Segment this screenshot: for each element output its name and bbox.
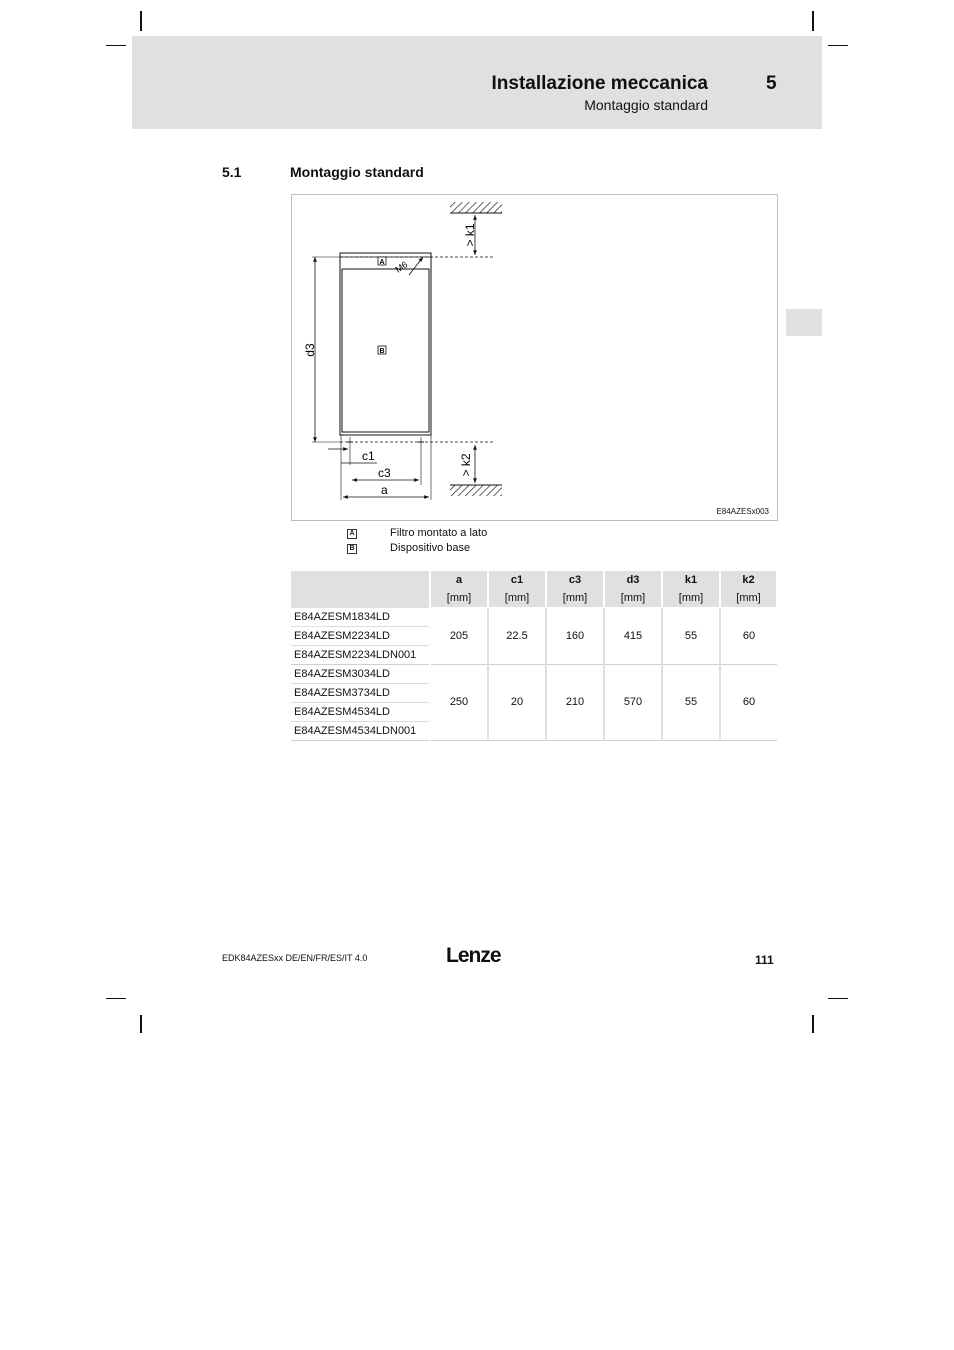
model-cell: E84AZESM4534LDN001	[291, 721, 430, 740]
value-cell: 415	[604, 608, 662, 665]
model-cell: E84AZESM3034LD	[291, 664, 430, 683]
mounting-diagram	[291, 194, 778, 521]
table-corner	[291, 571, 430, 608]
header-band	[132, 36, 822, 129]
value-cell: 210	[546, 664, 604, 740]
key-b: B	[379, 348, 385, 355]
table-row	[291, 664, 777, 683]
crop-mark	[812, 11, 814, 31]
legend-key: A	[347, 529, 357, 539]
crop-mark	[812, 1015, 814, 1033]
label-m6: M6	[393, 259, 410, 275]
chapter-subtitle: Montaggio standard	[584, 97, 708, 113]
model-cell: E84AZESM4534LD	[291, 702, 430, 721]
crop-mark	[140, 11, 142, 31]
column-header: d3	[604, 571, 662, 589]
document-id: EDK84AZESxx DE/EN/FR/ES/IT 4.0	[222, 953, 368, 963]
label-k1: > k1	[463, 223, 478, 247]
value-cell: 22.5	[488, 608, 546, 665]
label-k2: > k2	[459, 453, 474, 477]
unit-cell: [mm]	[430, 589, 488, 608]
column-header: c1	[488, 571, 546, 589]
lenze-logo: Lenze	[446, 944, 501, 967]
crop-mark	[828, 998, 848, 999]
unit-cell: [mm]	[662, 589, 720, 608]
dimensions-table	[291, 571, 778, 741]
label-d3: d3	[303, 343, 318, 357]
value-cell: 60	[720, 608, 777, 665]
legend-key: B	[347, 544, 357, 554]
table-row	[291, 608, 777, 627]
label-c3: c3	[378, 466, 391, 480]
key-a: A	[379, 259, 385, 266]
chapter-number: 5	[766, 73, 777, 94]
top-wall	[450, 202, 502, 213]
page-number: 111	[755, 953, 774, 967]
value-cell: 250	[430, 664, 488, 740]
crop-mark	[106, 45, 126, 46]
crop-mark	[140, 1015, 142, 1033]
model-cell: E84AZESM2234LDN001	[291, 645, 430, 664]
unit-cell: [mm]	[604, 589, 662, 608]
legend-text: Dispositivo base	[390, 542, 471, 554]
mounting-drawing	[292, 195, 779, 522]
value-cell: 20	[488, 664, 546, 740]
column-header: k1	[662, 571, 720, 589]
model-cell: E84AZESM1834LD	[291, 608, 430, 627]
table-header-row	[291, 571, 777, 589]
figure-id: E84AZESx003	[716, 507, 769, 516]
model-cell: E84AZESM2234LD	[291, 626, 430, 645]
value-cell: 570	[604, 664, 662, 740]
legend-text: Filtro montato a lato	[390, 527, 488, 539]
chapter-title: Installazione meccanica	[491, 73, 708, 94]
unit-cell: [mm]	[546, 589, 604, 608]
model-cell: E84AZESM3734LD	[291, 683, 430, 702]
unit-cell: [mm]	[720, 589, 777, 608]
value-cell: 55	[662, 608, 720, 665]
section-title: Montaggio standard	[290, 164, 424, 180]
legend-item	[347, 542, 471, 555]
value-cell: 205	[430, 608, 488, 665]
label-a: a	[381, 483, 388, 497]
crop-mark	[106, 998, 126, 999]
chapter-side-tab	[786, 309, 822, 336]
column-header: c3	[546, 571, 604, 589]
column-header: k2	[720, 571, 777, 589]
value-cell: 55	[662, 664, 720, 740]
filter-outline	[340, 253, 431, 435]
value-cell: 60	[720, 664, 777, 740]
column-header: a	[430, 571, 488, 589]
label-c1: c1	[362, 449, 375, 463]
value-cell: 160	[546, 608, 604, 665]
crop-mark	[828, 45, 848, 46]
bottom-wall	[450, 485, 502, 496]
legend-item	[347, 527, 488, 540]
section-number: 5.1	[222, 164, 242, 180]
unit-cell: [mm]	[488, 589, 546, 608]
